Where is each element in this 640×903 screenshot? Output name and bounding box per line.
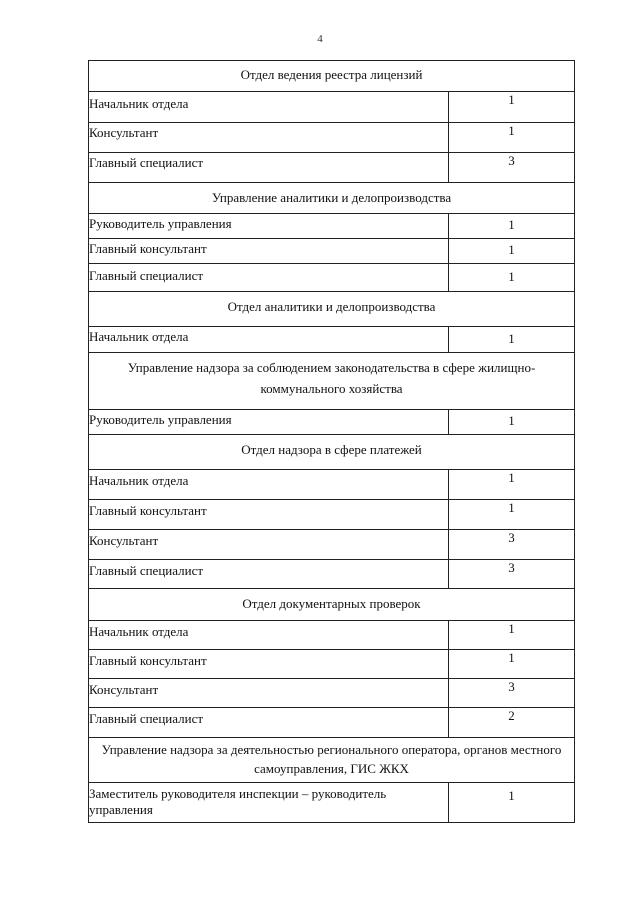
table-row — [89, 153, 575, 183]
position-count: 3 — [449, 560, 575, 589]
position-count: 1 — [449, 214, 575, 239]
position-count: 1 — [449, 239, 575, 264]
position-name: Консультант — [89, 679, 449, 708]
section-title: Отдел ведения реестра лицензий — [89, 61, 575, 92]
position-name: Начальник отдела — [89, 470, 449, 500]
position-count: 1 — [449, 650, 575, 679]
position-count: 1 — [449, 92, 575, 123]
table-row — [89, 708, 575, 738]
table-row — [89, 410, 575, 435]
staffing-table — [88, 60, 575, 823]
section-header-row — [89, 353, 575, 410]
position-name: Руководитель управления — [89, 214, 449, 239]
page-number: 4 — [317, 33, 323, 45]
section-title: Отдел надзора в сфере платежей — [89, 435, 575, 470]
section-header-row — [89, 61, 575, 92]
table-row — [89, 264, 575, 292]
section-header-row — [89, 435, 575, 470]
position-count: 1 — [449, 410, 575, 435]
position-count: 1 — [449, 500, 575, 530]
position-count: 1 — [449, 327, 575, 353]
table-row — [89, 500, 575, 530]
position-count: 1 — [449, 470, 575, 500]
section-title: Управление надзора за деятельностью регионального оператора, органов местного самоуправления, ГИС ЖКХ — [89, 738, 575, 783]
section-header-row — [89, 292, 575, 327]
table-row — [89, 621, 575, 650]
section-header-row — [89, 589, 575, 621]
section-header-row — [89, 183, 575, 214]
position-count: 1 — [449, 783, 575, 823]
section-title: Отдел документарных проверок — [89, 589, 575, 621]
table-row — [89, 123, 575, 153]
position-name: Главный консультант — [89, 239, 449, 264]
table-row — [89, 327, 575, 353]
position-name: Главный консультант — [89, 650, 449, 679]
table-row — [89, 560, 575, 589]
position-count: 2 — [449, 708, 575, 738]
position-name: Главный специалист — [89, 708, 449, 738]
position-name: Консультант — [89, 530, 449, 560]
position-name: Главный консультант — [89, 500, 449, 530]
table-row — [89, 783, 575, 823]
table-row — [89, 92, 575, 123]
position-name: Начальник отдела — [89, 327, 449, 353]
position-count: 1 — [449, 621, 575, 650]
position-name: Главный специалист — [89, 153, 449, 183]
table-row — [89, 214, 575, 239]
position-name: Руководитель управления — [89, 410, 449, 435]
position-name: Начальник отдела — [89, 92, 449, 123]
table-row — [89, 650, 575, 679]
table-row — [89, 679, 575, 708]
position-name: Консультант — [89, 123, 449, 153]
table-row — [89, 470, 575, 500]
position-count: 1 — [449, 123, 575, 153]
section-title: Управление аналитики и делопроизводства — [89, 183, 575, 214]
section-title: Отдел аналитики и делопроизводства — [89, 292, 575, 327]
section-header-row — [89, 738, 575, 783]
table-row — [89, 530, 575, 560]
position-count: 3 — [449, 153, 575, 183]
position-name: Заместитель руководителя инспекции – руководитель управления — [89, 783, 449, 823]
section-title: Управление надзора за соблюдением законодательства в сфере жилищно-коммунального хозяйства — [89, 353, 575, 410]
table-row — [89, 239, 575, 264]
position-count: 3 — [449, 530, 575, 560]
position-name: Начальник отдела — [89, 621, 449, 650]
position-count: 1 — [449, 264, 575, 292]
position-count: 3 — [449, 679, 575, 708]
position-name: Главный специалист — [89, 264, 449, 292]
position-name: Главный специалист — [89, 560, 449, 589]
